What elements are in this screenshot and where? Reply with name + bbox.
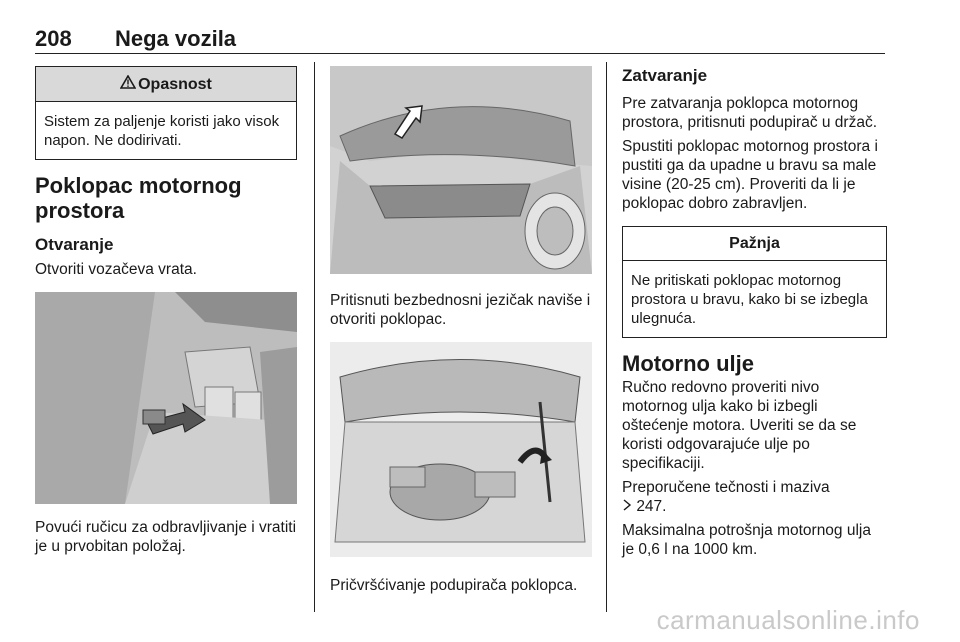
- page-header: [35, 24, 885, 54]
- figure-hood-strut: [330, 342, 592, 557]
- section-title-oil: Motorno ulje: [622, 351, 754, 376]
- notice-box-text: Ne pritiskati poklopac motornog prostora u bravu, kako bi se izbegla ulegnuća.: [631, 272, 868, 327]
- section-title-hood: Poklopac motornog prostora: [35, 173, 242, 223]
- notice-box-title: Pažnja: [623, 227, 886, 261]
- chapter-title: Nega vozila: [115, 26, 237, 51]
- oil-text-1: Ručno redovno proveriti nivo motornog ulja kako bi izbegli oštećenje motora. Uveriti se da se koristi odgovarajuće ulje po specifikaciji.: [622, 379, 857, 472]
- page-reference-icon: [622, 498, 636, 515]
- oil-text-3: Maksimalna potrošnja motornog ulja je 0,6 l na 1000 km.: [622, 522, 871, 558]
- notice-box: [622, 226, 887, 338]
- column-middle: [330, 66, 592, 595]
- oil-page-ref[interactable]: 247.: [636, 498, 667, 515]
- close-text-1: Pre zatvaranja poklopca motornog prostora, pritisnuti podupirač u držač.: [622, 95, 878, 131]
- watermark: carmanualsonline.info: [656, 605, 920, 635]
- column-divider-1: [314, 62, 315, 612]
- subtitle-close: Zatvaranje: [622, 66, 708, 85]
- oil-text-2-label: Preporučene tečnosti i maziva: [622, 479, 830, 496]
- column-divider-2: [606, 62, 607, 612]
- danger-box: [35, 66, 297, 160]
- close-text-2: Spustiti poklopac motornog prostora i pustiti ga da upadne u bravu sa male visine (20-25 cm). Proveriti da li je poklopac dobro zabravljen.: [622, 138, 878, 212]
- oil-text-2: [622, 478, 887, 516]
- caption-release-lever: Povući ručicu za odbravljivanje i vratiti je u prvobitan položaj.: [35, 519, 297, 555]
- danger-box-title: Opasnost: [138, 76, 212, 93]
- warning-triangle-icon: [120, 75, 136, 94]
- subtitle-open: Otvaranje: [35, 235, 114, 254]
- caption-hood-strut: Pričvršćivanje podupirača poklopca.: [330, 577, 578, 594]
- column-left: [35, 66, 297, 556]
- caption-safety-catch: Pritisnuti bezbednosni jezičak naviše i otvoriti poklopac.: [330, 292, 591, 328]
- column-right: [622, 66, 887, 559]
- figure-release-lever: [35, 292, 297, 504]
- step-open-door: Otvoriti vozačeva vrata.: [35, 261, 197, 278]
- danger-box-text: Sistem za paljenje koristi jako visok napon. Ne dodirivati.: [44, 113, 280, 149]
- figure-safety-catch: [330, 66, 592, 274]
- danger-box-header: [36, 67, 296, 102]
- page-number: 208: [35, 26, 72, 51]
